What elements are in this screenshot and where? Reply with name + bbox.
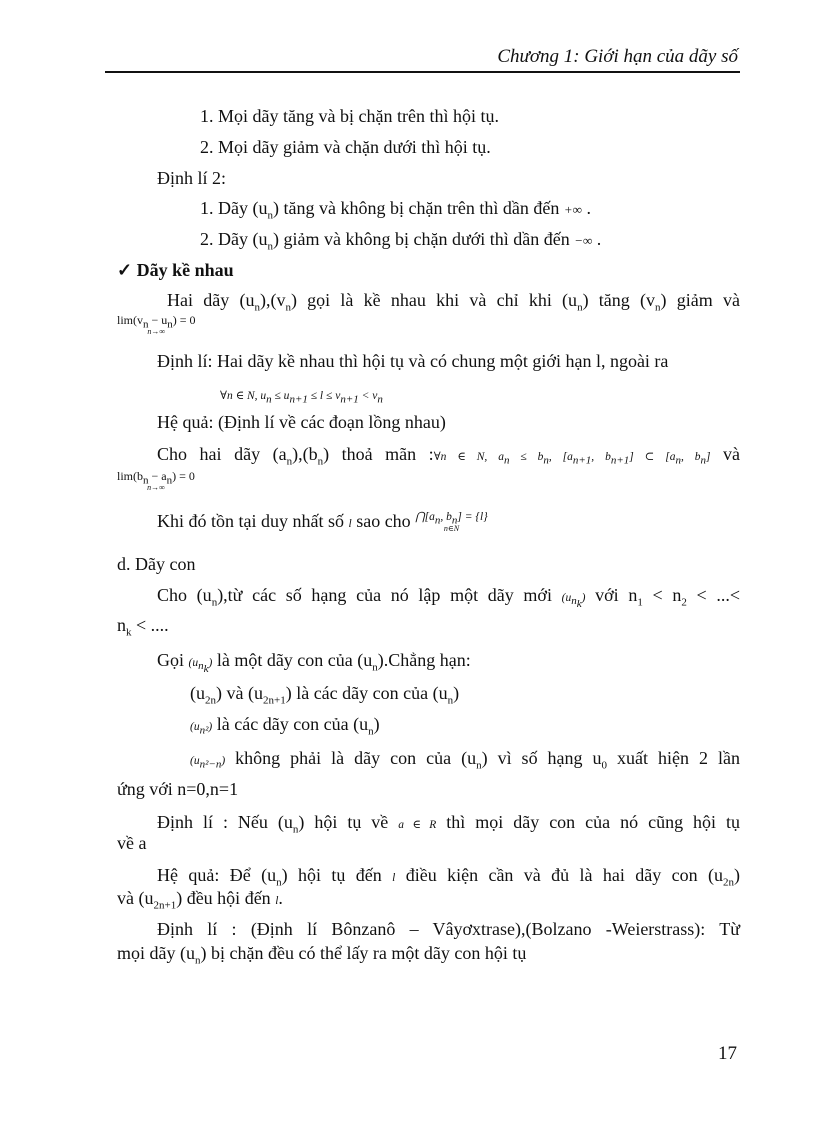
text-line: $(u_{n^2-n})$ không phải là dãy con của $(u_n)$ vì số hạng $u_0$ xuất hiện 2 lần (190, 748, 740, 772)
subsection-heading: d. Dãy con (117, 554, 196, 574)
text-line: $(u_{2n})$ và $(u_{2n+1})$ là các dãy con của $(u_n)$ (190, 683, 460, 707)
text-line: ứng với n=0,n=1 (117, 779, 239, 799)
text-line: về a (117, 833, 147, 853)
header-rule (105, 71, 740, 73)
text-line: 2. Dãy $(u_n)$ giảm và không bị chặn dưới thì dần đến −∞ . (200, 229, 602, 253)
text-line: Định lí : Nếu $(u_n)$ hội tụ về a ∈ R thì mọi dãy con của nó cũng hội tụ (157, 812, 741, 836)
chapter-header: Chương 1: Giới hạn của dãy số (497, 46, 738, 67)
checkmark-icon: ✓ (117, 260, 133, 280)
text-line: Hệ quả: Để $(u_n)$ hội tụ đến l điều kiện cần và đủ là hai dãy con $(u_{2n})$ (157, 865, 741, 889)
text-line: $(u_{n^2})$ là các dãy con của $(u_n)$ (190, 714, 380, 738)
text-line: Định lí : (Định lí Bônzanô – Vâyơxtrase),(Bolzano -Weierstrass): Từ (157, 919, 740, 939)
text-line: Khi đó tồn tại duy nhất số l sao cho $⋂[a_n$, $b_n] = \{l\}$ n∈N (157, 511, 488, 533)
text-line: Gọi $(u_{n_k})$ là một dãy con của $(u_n).Chẳng$ hạn: (157, 650, 471, 676)
text-line: 2. Mọi dãy giảm và chặn dưới thì hội tụ. (200, 137, 491, 157)
text-line: Hai dãy $(u_n),(v_n)$ gọi là kề nhau khi và chỉ khi $(u_n)$ tăng $(v_n)$ giảm và (167, 290, 740, 314)
text-line: Cho hai dãy $(a_n),(b_n)$ thoả mãn :∀n ∈ N, $a_n \le b_n$, [$a_{n+1}$, $b_{n+1}$] ⊂ [$a_n$, $b_n$] và (157, 444, 741, 468)
page-number: 17 (718, 1043, 737, 1064)
text-line: Định lí: Hai dãy kề nhau thì hội tụ và có chung một giới hạn l, ngoài ra (157, 351, 669, 371)
text-line: mọi dãy $(u_n)$ bị chặn đều có thể lấy ra một dãy con hội tụ (117, 943, 527, 967)
text-line: Định lí 2: (157, 168, 227, 188)
formula-line: ∀n ∈ N, $u_n \le u_{n+1} \le l \le v_{n+1} < v_n$ (220, 390, 383, 406)
formula-limit: $\lim(v_n - u_n) = 0$ n→∞ (117, 313, 196, 336)
text-line: và $(u_{2n+1})$ đều hội đến l. (117, 888, 283, 912)
text-line: 1. Mọi dãy tăng và bị chặn trên thì hội tụ. (200, 106, 499, 126)
text-line: 1. Dãy $(u_n)$ tăng và không bị chặn trên thì dần đến +∞ . (200, 198, 591, 222)
text-line: Cho $(u_n),từ$ các số hạng của nó lập một dãy mới $(u_{n_k})$ với $n_1 < n_2$ < ...< (157, 585, 741, 611)
text-line: $n_k$ < .... (117, 615, 169, 639)
formula-limit: $\lim(b_n - a_n) = 0$ n→∞ (117, 469, 195, 492)
text-line: Hệ quả: (Định lí về các đoạn lồng nhau) (157, 412, 446, 432)
section-heading: ✓ Dãy kề nhau (117, 260, 234, 280)
